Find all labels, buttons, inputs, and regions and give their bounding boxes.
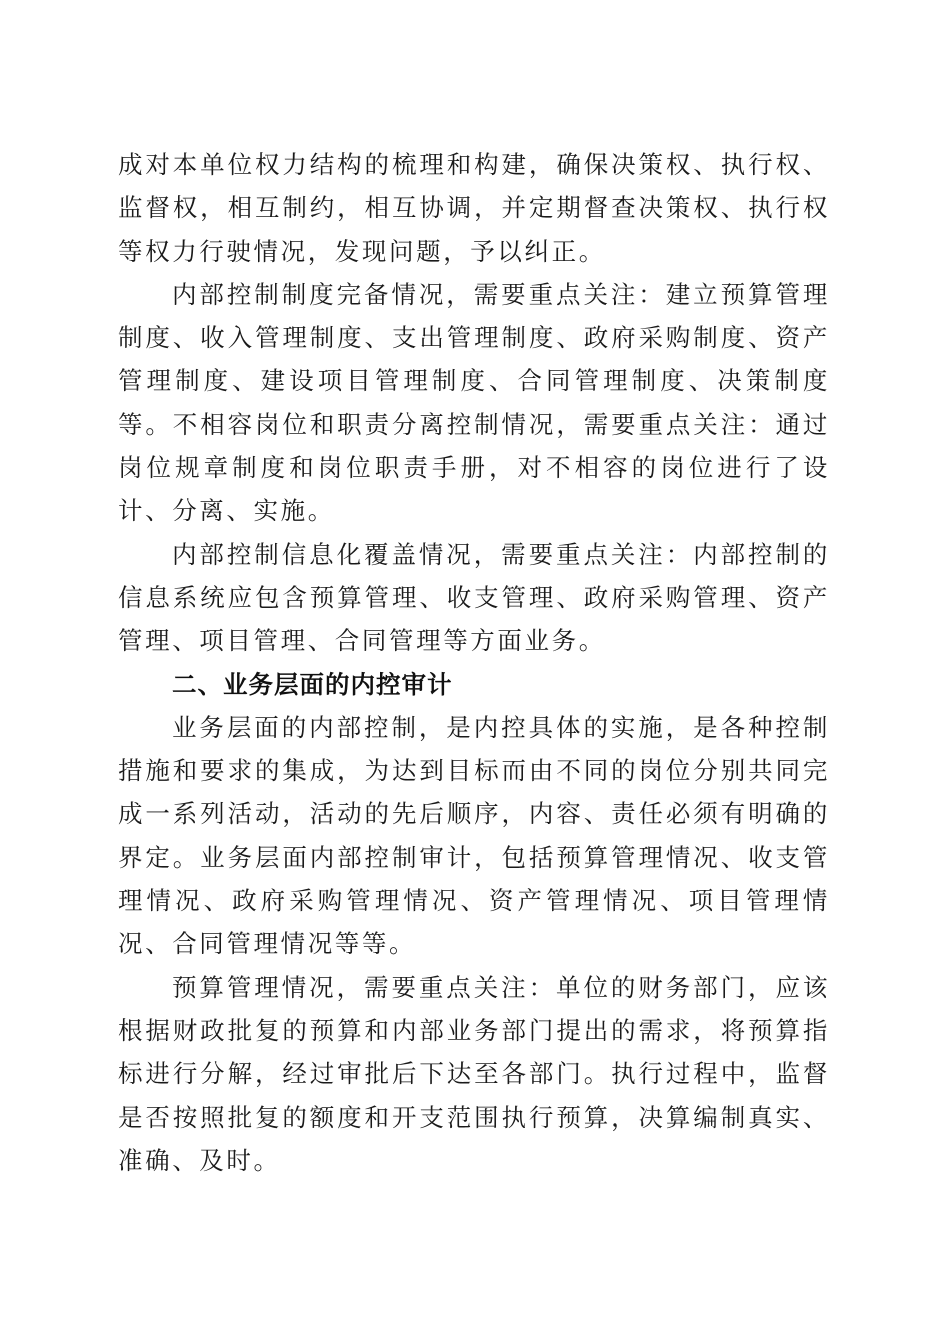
- paragraph-informatization: 内部控制信息化覆盖情况，需要重点关注：内部控制的信息系统应包含预算管理、收支管理、政府采购管理、资产管理、项目管理、合同管理等方面业务。: [118, 539, 830, 656]
- section-heading-business-audit: 二、业务层面的内控审计: [172, 669, 453, 699]
- paragraph-control-system: 内部控制制度完备情况，需要重点关注：建立预算管理制度、收入管理制度、支出管理制度、政府采购制度、资产管理制度、建设项目管理制度、合同管理制度、决策制度等。不相容岗位和职责分离控制情况，需要重点关注：通过岗位规章制度和岗位职责手册，对不相容的岗位进行了设计、分离、实施。: [118, 279, 830, 526]
- paragraph-power-structure: 成对本单位权力结构的梳理和构建，确保决策权、执行权、监督权，相互制约，相互协调，并定期督查决策权、执行权等权力行驶情况，发现问题，予以纠正。: [118, 150, 830, 266]
- paragraph-budget-management: 预算管理情况，需要重点关注：单位的财务部门，应该根据财政批复的预算和内部业务部门提出的需求，将预算指标进行分解，经过审批后下达至各部门。执行过程中，监督是否按照批复的额度和开支范围执行预算，决算编制真实、准确、及时。: [118, 972, 830, 1175]
- paragraph-business-control: 业务层面的内部控制，是内控具体的实施，是各种控制措施和要求的集成，为达到目标而由不同的岗位分别共同完成一系列活动，活动的先后顺序，内容、责任必须有明确的界定。业务层面内部控制审计，包括预算管理情况、收支管理情况、政府采购管理情况、资产管理情况、项目管理情况、合同管理情况等等。: [118, 712, 830, 959]
- document-body: [118, 143, 830, 1182]
